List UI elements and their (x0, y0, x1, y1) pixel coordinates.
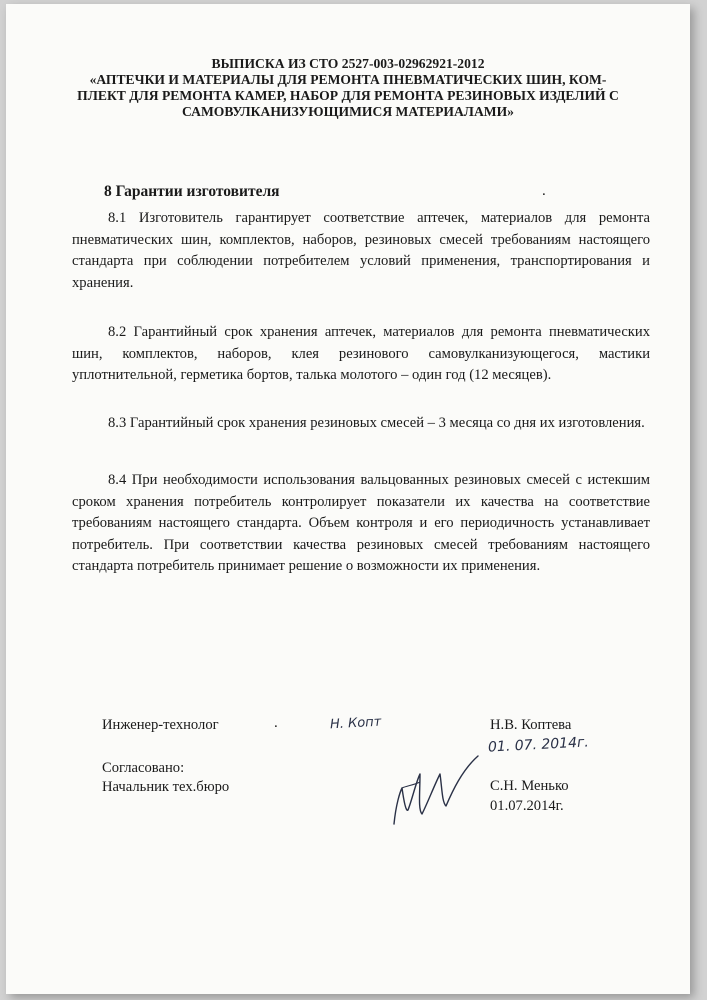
engineer-name: Н.В. Коптева (490, 717, 572, 733)
header-line-1: ВЫПИСКА ИЗ СТО 2527-003-02962921-2012 (211, 56, 485, 71)
document-header (46, 56, 650, 120)
chief-date: 01.07.2014г. (490, 798, 564, 814)
chief-role: Начальник тех.бюро (102, 779, 230, 795)
document-page (6, 4, 690, 994)
engineer-role: Инженер-технолог (102, 717, 219, 733)
section-title: 8 Гарантии изготовителя (104, 183, 280, 200)
chief-signature (386, 752, 486, 830)
header-line-4: САМОВУЛКАНИЗУЮЩИМИСЯ МАТЕРИАЛАМИ» (182, 104, 514, 119)
paragraph-8-1: 8.1 Изготовитель гарантирует соответствие аптечек, материалов для ремонта пневматических шин, комплектов, наборов, резиновых смесей требованиям настоящего стандарта при соблюдении потребителем условий применения, транспортирования и хранения. (72, 210, 650, 291)
engineer-signature (330, 715, 382, 733)
paragraph-8-2: 8.2 Гарантийный срок хранения аптечек, материалов для ремонта пневматических шин, комплектов, наборов, клея резинового самовулканизующегося, мастики уплотнительной, герметика бортов, талька молотого – один год (12 месяцев). (72, 324, 650, 383)
paragraph-8-3: 8.3 Гарантийный срок хранения резиновых смесей – 3 месяца со дня их изготовления. (108, 415, 645, 431)
engineer-signature-text: Н. Копт (329, 714, 382, 733)
chief-name: С.Н. Менько (490, 778, 569, 794)
header-line-3: ПЛЕКТ ДЛЯ РЕМОНТА КАМЕР, НАБОР ДЛЯ РЕМОНТА РЕЗИНОВЫХ ИЗДЕЛИЙ С (77, 88, 619, 103)
header-line-2: «АПТЕЧКИ И МАТЕРИАЛЫ ДЛЯ РЕМОНТА ПНЕВМАТИЧЕСКИХ ШИН, КОМ- (89, 72, 607, 87)
scan-speck: . (274, 715, 278, 731)
paragraph-8-4: 8.4 При необходимости использования вальцованных резиновых смесей с истекшим сроком хранения потребитель контролирует показатели их качества на соответствие требованиям настоящего стандарта. Объем контроля и его периодичность устанавливает потребитель. При соответствии качества резиновых смесей требованиям настоящего стандарта потребитель принимает решение о возможности их применения. (72, 472, 650, 574)
engineer-handwritten-date: 01. 07. 2014г. (487, 734, 590, 756)
approved-label: Согласовано: (102, 760, 185, 776)
scan-speck: . (542, 183, 546, 199)
